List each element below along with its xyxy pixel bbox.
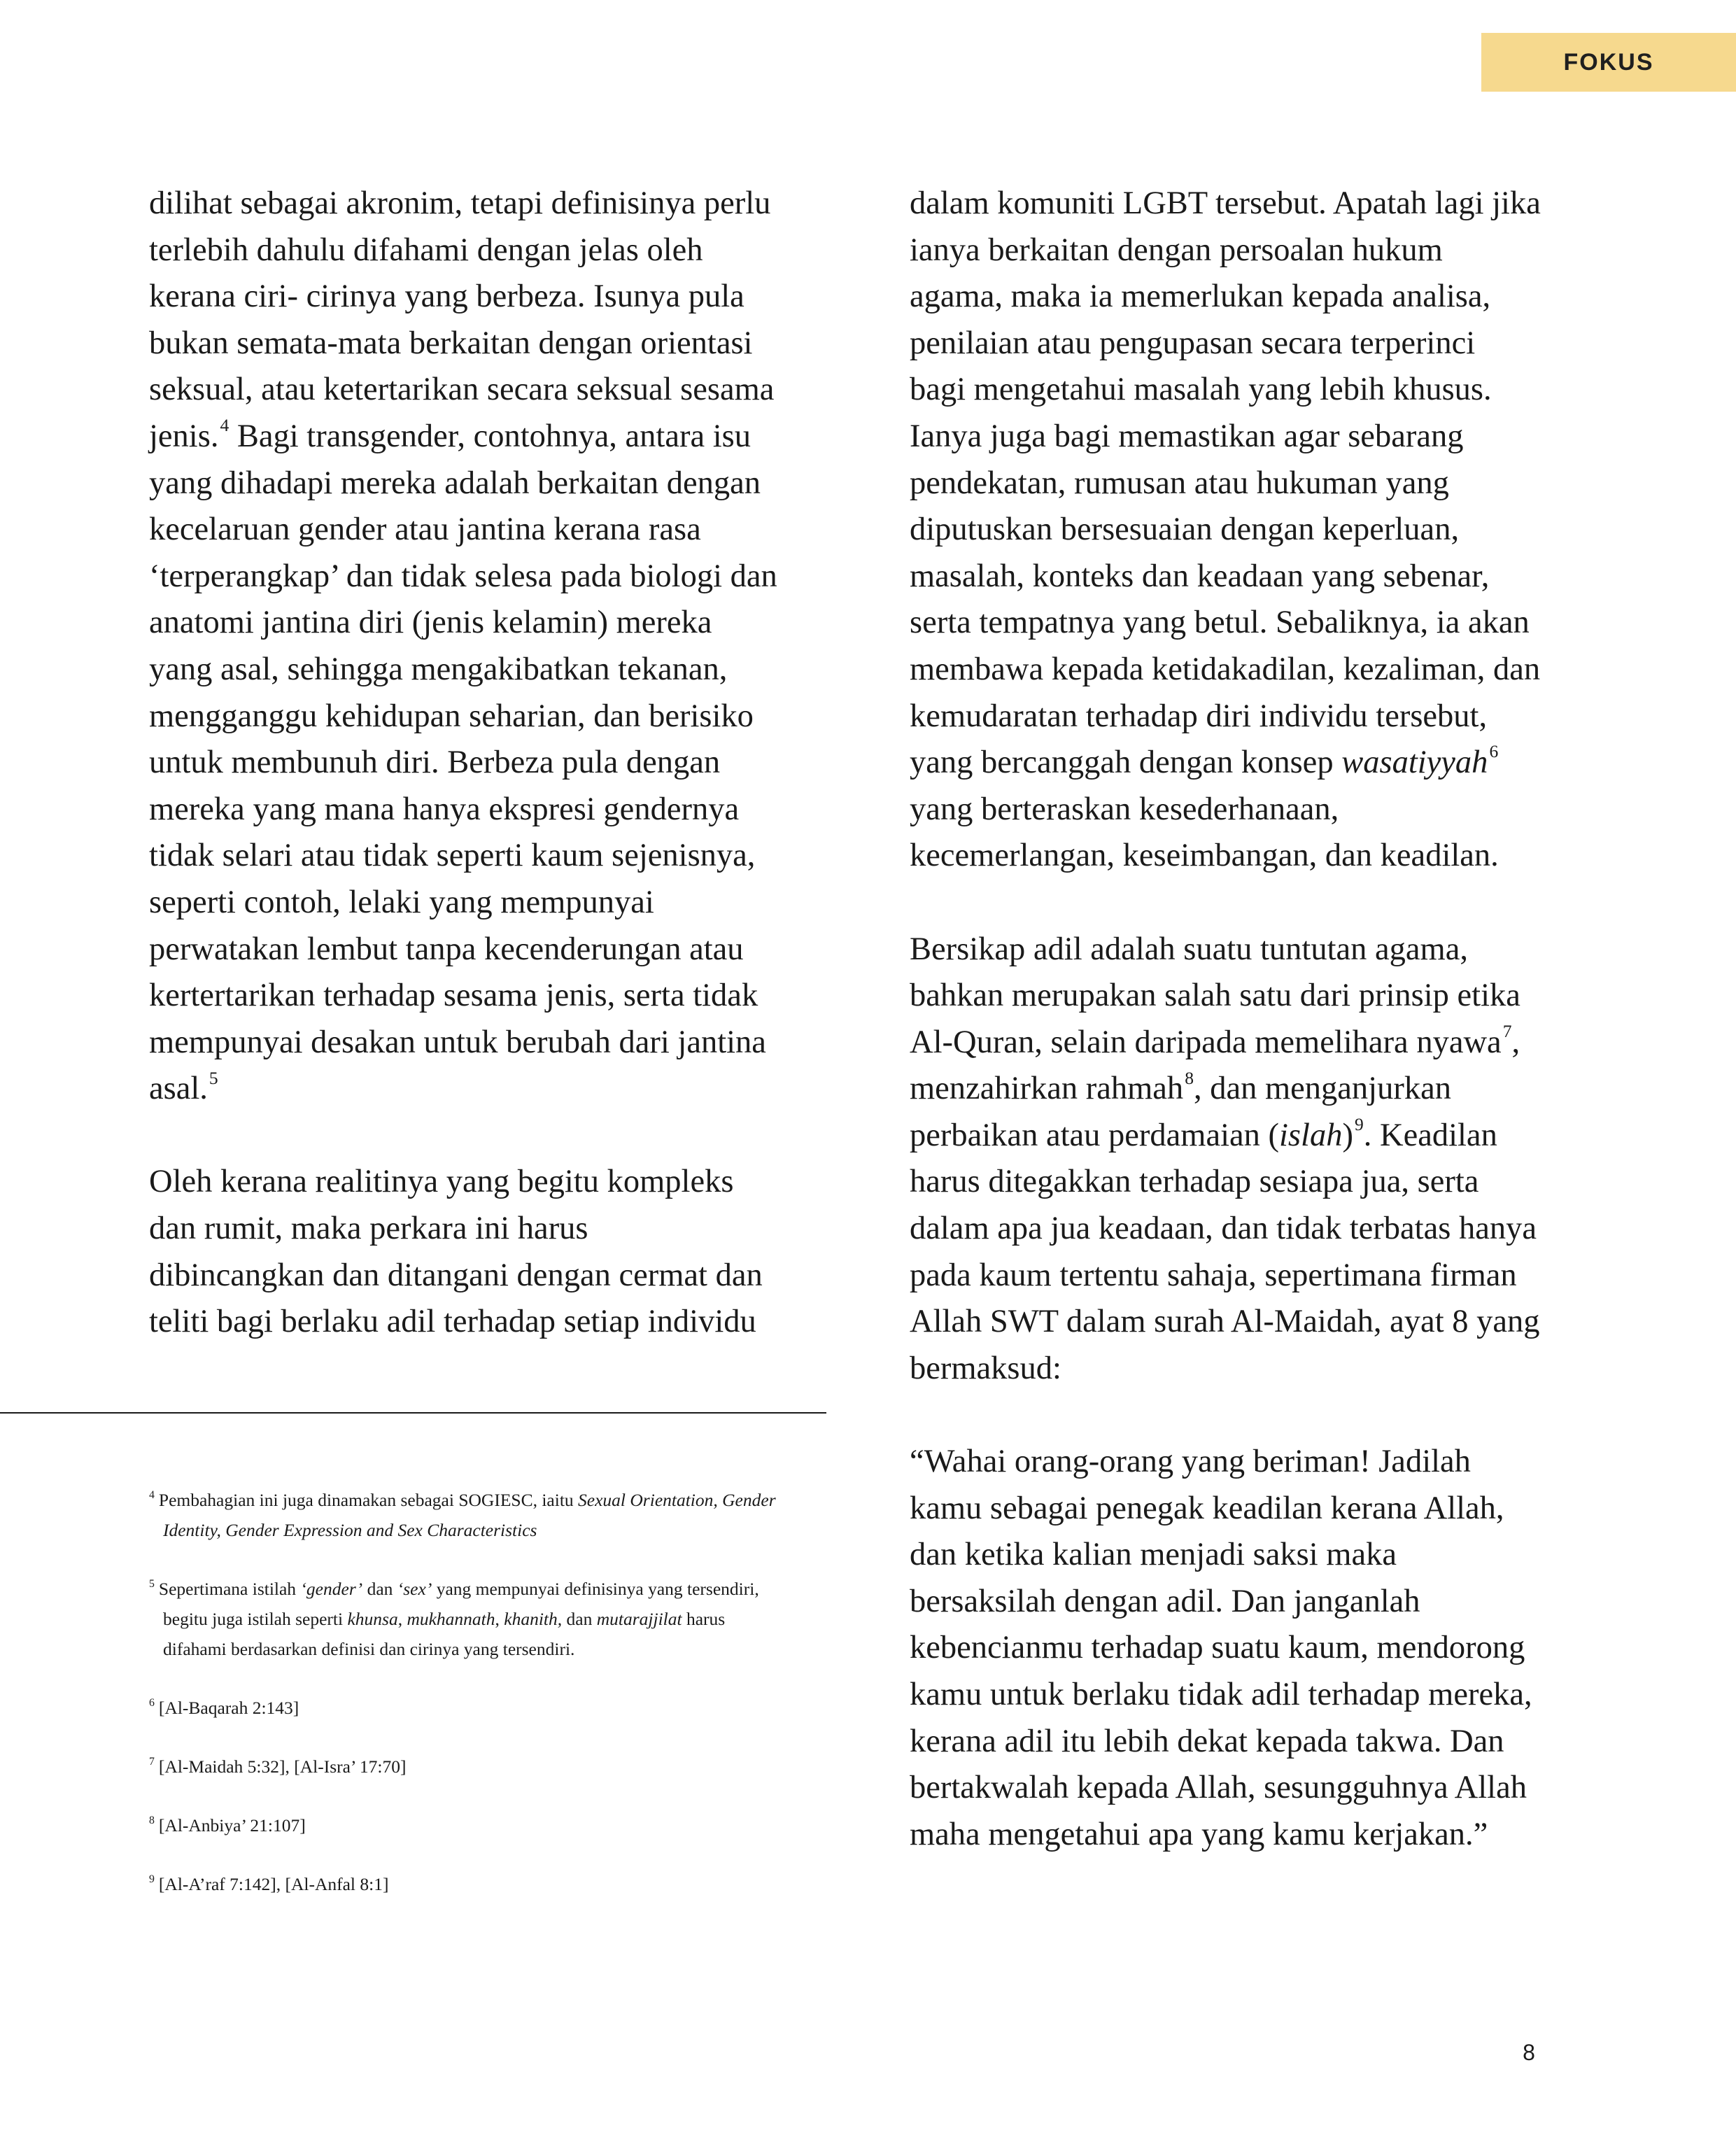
text-fragment: yang bercanggah dengan konsep <box>910 745 1342 781</box>
footnote-5 <box>149 1574 842 1664</box>
footnote-line <box>149 1604 842 1634</box>
text-line: kamu sebagai penegak keadilan kerana Allah, <box>910 1490 1504 1526</box>
footnote-line: difahami berdasarkan definisi dan cirinya yang tersendiri. <box>163 1639 575 1659</box>
footnote-line <box>149 1485 842 1515</box>
footnote-line <box>149 1693 842 1723</box>
footnote-line <box>149 1752 842 1782</box>
footnote-ref-6[interactable]: 6 <box>1489 741 1499 762</box>
text-line: perwatakan lembut tanpa kecenderungan atau <box>149 931 744 967</box>
text-line: kecelaruan gender atau jantina kerana rasa <box>149 512 701 548</box>
text-fragment: Al-Quran, selain daripada memelihara nyawa <box>910 1024 1502 1060</box>
text-line <box>910 1066 1609 1113</box>
text-fragment: , <box>1511 1024 1520 1060</box>
footnote-6 <box>149 1693 842 1723</box>
text-line: masalah, konteks dan keadaan yang sebenar, <box>910 558 1490 594</box>
text-fragment: Sexual Orientation, Gender <box>578 1490 776 1510</box>
footnote-divider <box>0 1412 826 1414</box>
text-line: kamu untuk berlaku tidak adil terhadap mereka, <box>910 1677 1532 1712</box>
text-fragment: [Al-Maidah 5:32], [Al-Isra’ 17:70] <box>158 1756 407 1777</box>
text-fragment: yang mempunyai definisinya yang tersendiri, <box>432 1579 759 1599</box>
paragraph <box>149 181 856 1113</box>
text-fragment: menzahirkan rahmah <box>910 1071 1184 1107</box>
quotation <box>910 1439 1609 1858</box>
footnote-line <box>149 1515 842 1545</box>
footnote-ref-4[interactable]: 4 <box>220 415 230 436</box>
footnote-ref-8[interactable]: 8 <box>1185 1067 1194 1088</box>
right-column <box>910 181 1609 1858</box>
text-line: Ianya juga bagi memastikan agar sebarang <box>910 418 1464 454</box>
text-line: kemudaratan terhadap diri individu tersebut, <box>910 698 1488 734</box>
section-tag: FOKUS <box>1481 33 1736 92</box>
text-line: seperti contoh, lelaki yang mempunyai <box>149 884 654 920</box>
text-fragment: Sepertimana istilah <box>158 1579 301 1599</box>
paragraph <box>149 1159 856 1345</box>
text-line <box>910 1113 1609 1160</box>
text-fragment: , <box>495 1609 504 1629</box>
text-line: teliti bagi berlaku adil terhadap setiap individu <box>149 1304 756 1340</box>
text-line: mengganggu kehidupan seharian, dan berisiko <box>149 698 754 734</box>
footnote-number: 4 <box>149 1488 155 1501</box>
text-line: kerana ciri- cirinya yang berbeza. Isunya pula <box>149 279 744 315</box>
term-wasatiyyah: wasatiyyah <box>1341 745 1488 781</box>
footnote-number: 5 <box>149 1577 155 1590</box>
text-fragment: ‘gender’ <box>300 1579 363 1599</box>
footnote-8 <box>149 1810 842 1840</box>
text-line: yang dihadapi mereka adalah berkaitan dengan <box>149 465 761 501</box>
term-islah: islah <box>1279 1117 1343 1153</box>
text-line: terlebih dahulu difahami dengan jelas oleh <box>149 232 703 268</box>
text-fragment: , dan menganjurkan <box>1193 1071 1451 1107</box>
footnote-7 <box>149 1752 842 1782</box>
text-line: harus ditegakkan terhadap sesiapa jua, serta <box>910 1164 1479 1200</box>
text-fragment: Bagi transgender, contohnya, antara isu <box>229 418 751 454</box>
text-line: “Wahai orang-orang yang beriman! Jadilah <box>910 1444 1471 1480</box>
text-line: dalam apa jua keadaan, dan tidak terbatas hanya <box>910 1211 1537 1247</box>
text-line: bukan semata-mata berkaitan dengan orientasi <box>149 325 753 361</box>
text-fragment: [Al-Anbiya’ 21:107] <box>158 1815 306 1836</box>
text-fragment: ) <box>1342 1117 1353 1153</box>
text-fragment: asal. <box>149 1071 208 1107</box>
text-line: maha mengetahui apa yang kamu kerjakan.” <box>910 1816 1488 1852</box>
footnote-number: 6 <box>149 1696 155 1709</box>
text-line: untuk membunuh diri. Berbeza pula dengan <box>149 745 721 781</box>
footnote-ref-7[interactable]: 7 <box>1502 1020 1512 1041</box>
footnote-line <box>149 1574 842 1604</box>
text-line: penilaian atau pengupasan secara terperinci <box>910 325 1476 361</box>
footnote-number: 8 <box>149 1814 155 1826</box>
text-line: bagi mengetahui masalah yang lebih khusus. <box>910 372 1492 408</box>
text-line: bermaksud: <box>910 1350 1061 1386</box>
footnotes <box>149 1485 842 1928</box>
text-line: yang asal, sehingga mengakibatkan tekanan, <box>149 651 728 687</box>
text-line: pada kaum tertentu sahaja, sepertimana firman <box>910 1257 1517 1293</box>
text-fragment: Pembahagian ini juga dinamakan sebagai SOGIESC, iaitu <box>158 1490 579 1510</box>
text-fragment: [Al-A’raf 7:142], [Al-Anfal 8:1] <box>158 1874 389 1894</box>
paragraph <box>910 181 1609 880</box>
text-line <box>149 414 856 460</box>
left-column <box>149 181 856 1346</box>
text-line: membawa kepada ketidakadilan, kezaliman, dan <box>910 651 1541 687</box>
text-line: dan ketika kalian menjadi saksi maka <box>910 1537 1397 1573</box>
text-fragment: , <box>397 1609 407 1629</box>
text-line: bertakwalah kepada Allah, sesungguhnya Allah <box>910 1770 1527 1806</box>
text-line: mereka yang mana hanya ekspresi gendernya <box>149 791 740 827</box>
text-line: dilihat sebagai akronim, tetapi definisinya perlu <box>149 185 771 221</box>
footnote-number: 7 <box>149 1755 155 1768</box>
text-fragment: mutarajjilat <box>596 1609 682 1629</box>
footnote-4 <box>149 1485 842 1545</box>
text-line: kecemerlangan, keseimbangan, dan keadilan. <box>910 838 1499 874</box>
footnote-line <box>149 1810 842 1840</box>
text-line: ianya berkaitan dengan persoalan hukum <box>910 232 1443 268</box>
text-line <box>149 1066 856 1113</box>
text-line: Bersikap adil adalah suatu tuntutan agama, <box>910 931 1468 967</box>
text-line: pendekatan, rumusan atau hukuman yang <box>910 465 1449 501</box>
text-fragment: khanith, <box>504 1609 563 1629</box>
paragraph <box>910 926 1609 1393</box>
text-fragment: harus <box>682 1609 726 1629</box>
text-line <box>910 740 1609 787</box>
page-number: 8 <box>1523 2040 1535 2065</box>
footnote-9 <box>149 1869 842 1899</box>
text-fragment: khunsa <box>347 1609 398 1629</box>
text-line: diputuskan bersesuaian dengan keperluan, <box>910 512 1460 548</box>
text-line: yang berteraskan kesederhanaan, <box>910 791 1339 827</box>
footnote-number: 9 <box>149 1873 155 1885</box>
text-line: seksual, atau ketertarikan secara seksual sesama <box>149 372 775 408</box>
text-fragment: Identity, Gender Expression and Sex Characteristics <box>163 1520 537 1540</box>
footnote-ref-9[interactable]: 9 <box>1354 1114 1364 1135</box>
text-line: mempunyai desakan untuk berubah dari jantina <box>149 1024 766 1060</box>
text-fragment: jenis. <box>149 418 219 454</box>
text-fragment: ‘sex’ <box>397 1579 432 1599</box>
text-fragment: dan <box>362 1579 397 1599</box>
text-fragment: mukhannath <box>407 1609 495 1629</box>
text-line: ‘terperangkap’ dan tidak selesa pada biologi dan <box>149 558 777 594</box>
text-line: dibincangkan dan ditangani dengan cermat dan <box>149 1257 763 1293</box>
text-line: anatomi jantina diri (jenis kelamin) mereka <box>149 605 712 641</box>
text-line: bersaksilah dengan adil. Dan janganlah <box>910 1583 1420 1619</box>
text-fragment: . Keadilan <box>1363 1117 1497 1153</box>
text-line: dan rumit, maka perkara ini harus <box>149 1211 588 1247</box>
text-line: Allah SWT dalam surah Al-Maidah, ayat 8 yang <box>910 1304 1540 1340</box>
text-line: serta tempatnya yang betul. Sebaliknya, ia akan <box>910 605 1530 641</box>
text-line: kebencianmu terhadap suatu kaum, mendorong <box>910 1630 1525 1666</box>
text-line <box>910 1020 1609 1066</box>
text-fragment: perbaikan atau perdamaian ( <box>910 1117 1280 1153</box>
text-line: kertertarikan terhadap sesama jenis, serta tidak <box>149 978 758 1014</box>
text-line: dalam komuniti LGBT tersebut. Apatah lagi jika <box>910 185 1541 221</box>
text-fragment: dan <box>562 1609 597 1629</box>
footnote-ref-5[interactable]: 5 <box>209 1067 218 1088</box>
text-line: kerana adil itu lebih dekat kepada takwa. Dan <box>910 1723 1504 1759</box>
text-line: agama, maka ia memerlukan kepada analisa, <box>910 279 1491 315</box>
text-line: bahkan merupakan salah satu dari prinsip etika <box>910 978 1520 1014</box>
text-line: Oleh kerana realitinya yang begitu kompleks <box>149 1164 734 1200</box>
text-line: tidak selari atau tidak seperti kaum sejenisnya, <box>149 838 756 874</box>
text-fragment: [Al-Baqarah 2:143] <box>158 1698 299 1718</box>
footnote-line <box>149 1869 842 1899</box>
text-fragment: begitu juga istilah seperti <box>163 1609 348 1629</box>
